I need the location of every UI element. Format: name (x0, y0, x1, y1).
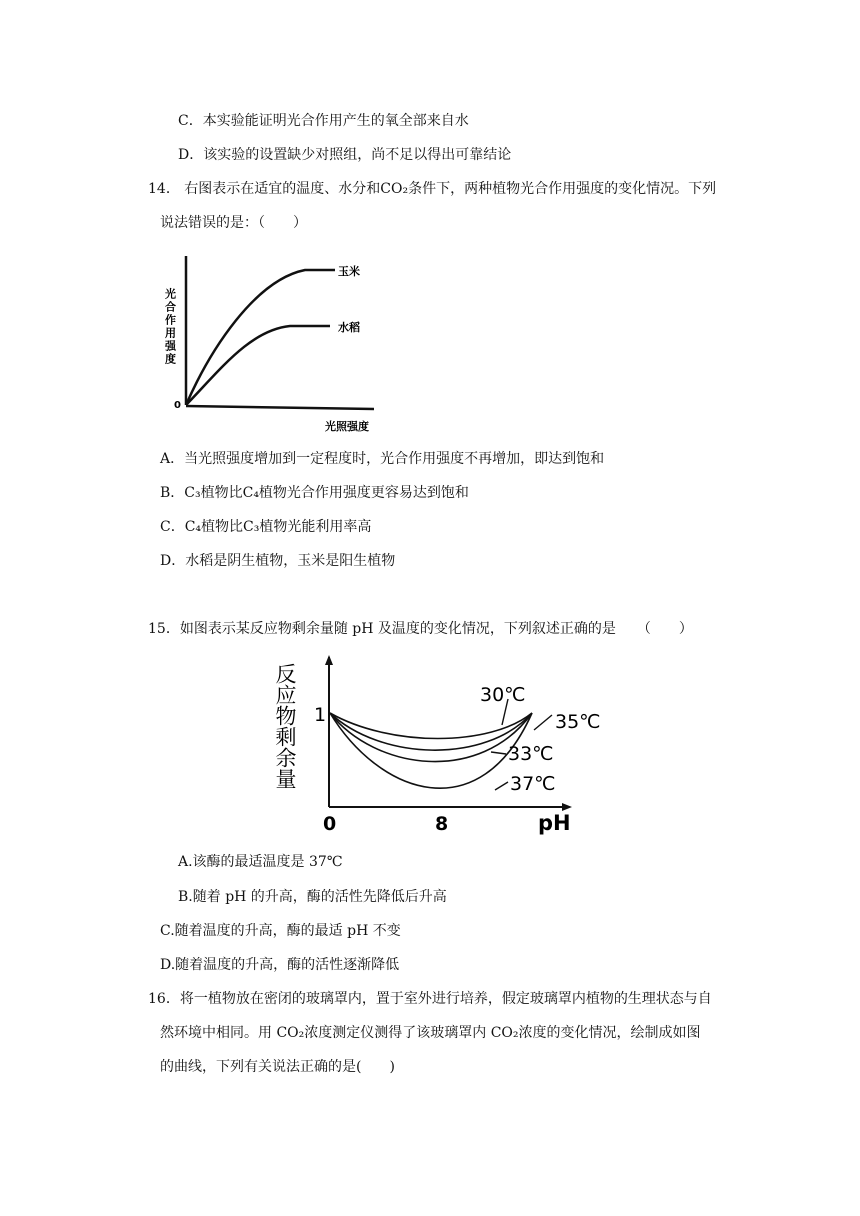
q16-stem-line2: 然环境中相同。用 CO₂浓度测定仪测得了该玻璃罩内 CO₂浓度的变化情况，绘制成如图 (160, 1025, 701, 1041)
q14-y-axis-label: 光合作用强度 (163, 288, 177, 366)
q14-option-d: D．水稻是阴生植物，玉米是阳生植物 (160, 553, 396, 569)
q15-label-30c: 30℃ (480, 684, 526, 706)
q15-option-d: D.随着温度的升高，酶的活性逐渐降低 (160, 957, 400, 973)
q15-leader-37c (495, 782, 508, 790)
q15-y-axis-label: 反应物剩余量 (273, 663, 297, 789)
q14-curve-corn (186, 270, 335, 405)
q14-option-a: A．当光照强度增加到一定程度时，光合作用强度不再增加，即达到饱和 (160, 451, 605, 467)
q15-option-c: C.随着温度的升高，酶的最适 pH 不变 (160, 923, 401, 939)
q15-leader-35c (534, 715, 552, 730)
q15-curve-33c (330, 713, 532, 762)
q14-stem-line2: 说法错误的是：（ ） (160, 215, 307, 231)
q15-label-35c: 35℃ (555, 711, 601, 733)
q15-curve-35c (330, 713, 532, 750)
q14-label-corn: 玉米 (338, 265, 360, 278)
q15-option-b: B.随着 pH 的升高，酶的活性先降低后升高 (178, 889, 447, 905)
q14-origin-label: 0 (174, 400, 181, 411)
q14-option-c: C．C₄植物比C₃植物光能利用率高 (160, 519, 372, 535)
q15-x-tick-8: 8 (435, 813, 449, 835)
q13-option-d: D．该实验的设置缺少对照组，尚不足以得出可靠结论 (178, 147, 512, 163)
q15-y-tick-1: 1 (314, 704, 327, 726)
q15-stem: 15．如图表示某反应物剩余量随 pH 及温度的变化情况，下列叙述正确的是 （ ） (148, 621, 693, 637)
q15-label-33c: 33℃ (508, 743, 554, 765)
q14-figure (160, 250, 390, 435)
q15-curve-30c (330, 713, 532, 739)
q16-stem-line1: 16．将一植物放在密闭的玻璃罩内，置于室外进行培养，假定玻璃罩内植物的生理状态与自 (148, 991, 712, 1007)
q14-x-axis-label: 光照强度 (325, 420, 369, 433)
q15-leader-33c (491, 752, 506, 754)
q15-x-axis-arrow (562, 803, 572, 811)
q14-curve-rice (186, 326, 330, 405)
q13-option-c: C．本实验能证明光合作用产生的氧全部来自水 (178, 113, 469, 129)
q14-option-b: B．C₃植物比C₄植物光合作用强度更容易达到饱和 (160, 485, 469, 501)
q15-option-a: A.该酶的最适温度是 37℃ (178, 854, 343, 870)
q15-y-axis-arrow (325, 655, 333, 665)
q14-stem-line1: 14． 右图表示在适宜的温度、水分和CO₂条件下，两种植物光合作用强度的变化情况。下列 (148, 181, 717, 197)
q15-x-axis-label: pH (538, 811, 571, 835)
q14-x-axis (186, 406, 374, 409)
q16-stem-line3: 的曲线，下列有关说法正确的是( ) (160, 1059, 395, 1075)
q15-figure (273, 655, 601, 835)
q15-label-37c: 37℃ (510, 773, 556, 795)
q15-x-tick-0: 0 (323, 813, 337, 835)
q14-label-rice: 水稻 (338, 321, 360, 334)
